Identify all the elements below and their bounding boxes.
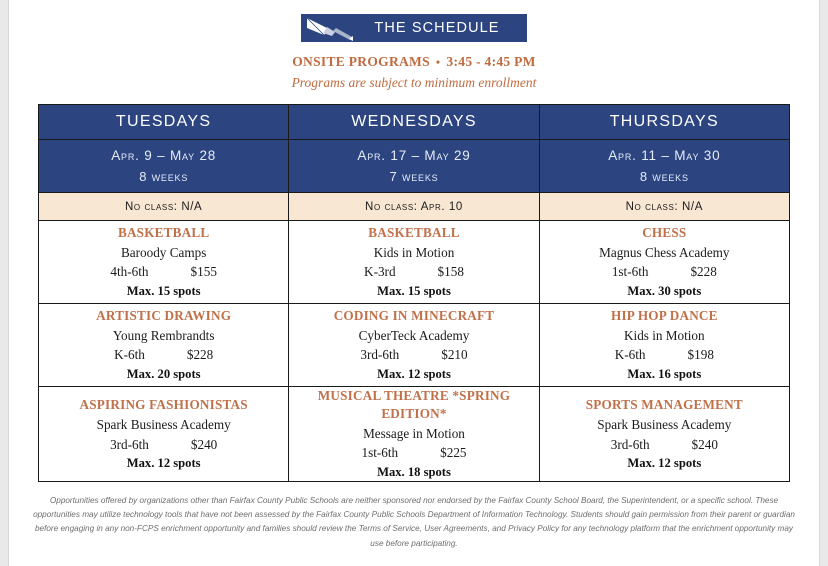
class-max-spots: Max. 15 spots — [377, 284, 451, 299]
class-provider: Message in Motion — [363, 425, 465, 441]
class-detail — [289, 263, 538, 281]
weeks-wednesdays: 7 weeks — [389, 169, 439, 184]
class-price: $228 — [186, 347, 214, 363]
class-price: $225 — [440, 445, 467, 461]
page-gutter-right — [819, 0, 828, 566]
class-provider: Spark Business Academy — [597, 416, 732, 432]
pencil-icon — [305, 15, 357, 41]
date-range-cell-tuesdays — [39, 140, 289, 193]
class-detail — [540, 436, 789, 454]
class-grades: 1st-6th — [611, 264, 649, 280]
class-detail — [39, 346, 288, 364]
table-row — [39, 304, 790, 387]
class-cell[interactable] — [39, 221, 289, 304]
class-max-spots: Max. 30 spots — [627, 284, 702, 299]
bullet-separator: • — [435, 55, 441, 69]
schedule-page — [9, 0, 819, 566]
enrollment-note: Programs are subject to minimum enrollment — [291, 75, 537, 90]
class-provider: Spark Business Academy — [96, 416, 231, 432]
banner-container — [9, 0, 819, 42]
class-price: $210 — [441, 347, 468, 363]
class-grades: 4th-6th — [110, 264, 149, 280]
class-cell[interactable] — [289, 221, 539, 304]
class-price: $240 — [190, 436, 218, 452]
no-class-wednesdays: No class: Apr. 10 — [289, 193, 539, 221]
class-max-spots: Max. 12 spots — [126, 456, 201, 471]
column-header-tuesdays: TUESDAYS — [39, 105, 289, 140]
class-max-spots: Max. 16 spots — [627, 367, 702, 382]
class-grades: K-3rd — [364, 264, 396, 280]
class-cell[interactable] — [39, 387, 289, 482]
table-row-date-ranges — [39, 140, 790, 193]
class-provider: Kids in Motion — [624, 327, 705, 343]
class-max-spots: Max. 20 spots — [126, 367, 201, 382]
column-header-wednesdays: WEDNESDAYS — [289, 105, 539, 140]
class-price: $240 — [691, 436, 718, 452]
weeks-thursdays: 8 weeks — [639, 169, 689, 184]
class-grades: K-6th — [114, 347, 145, 363]
class-title: CODING IN MINECRAFT — [333, 307, 495, 323]
weeks-tuesdays: 8 weeks — [139, 169, 189, 184]
class-price: $228 — [690, 264, 717, 280]
class-cell[interactable] — [539, 304, 789, 387]
date-range-thursdays: Apr. 11 – May 30 — [608, 148, 721, 163]
class-max-spots: Max. 12 spots — [627, 456, 702, 471]
class-title: MUSICAL THEATRE *SPRING EDITION* — [317, 388, 511, 421]
class-max-spots: Max. 15 spots — [126, 284, 201, 299]
class-price: $155 — [190, 264, 217, 280]
date-range-cell-wednesdays — [289, 140, 539, 193]
class-detail — [540, 263, 789, 281]
class-cell[interactable] — [289, 387, 539, 482]
schedule-table — [38, 104, 790, 482]
date-range-cell-thursdays — [539, 140, 789, 193]
class-provider: Kids in Motion — [373, 244, 455, 260]
class-max-spots: Max. 18 spots — [377, 465, 451, 480]
class-grades: 3rd-6th — [610, 436, 650, 452]
class-detail — [540, 346, 789, 364]
program-time: 3:45 - 4:45 PM — [446, 54, 536, 69]
class-grades: 3rd-6th — [360, 347, 400, 363]
class-title: SPORTS MANAGEMENT — [585, 396, 743, 412]
class-provider: Magnus Chess Academy — [599, 244, 730, 260]
no-class-thursdays: No class: N/A — [539, 193, 789, 221]
table-row — [39, 221, 790, 304]
class-price: $158 — [437, 264, 464, 280]
class-detail — [39, 263, 288, 281]
class-price: $198 — [687, 347, 714, 363]
page-gutter-left — [0, 0, 9, 566]
class-title: HIP HOP DANCE — [611, 307, 718, 323]
date-range-wednesdays: Apr. 17 – May 29 — [357, 148, 471, 163]
class-cell[interactable] — [39, 304, 289, 387]
class-title: BASKETBALL — [117, 224, 210, 240]
class-max-spots: Max. 12 spots — [377, 367, 451, 382]
class-cell[interactable] — [289, 304, 539, 387]
class-grades: 3rd-6th — [110, 436, 149, 452]
class-title: BASKETBALL — [368, 224, 460, 240]
date-range-tuesdays: Apr. 9 – May 28 — [111, 148, 217, 163]
schedule-table-wrapper — [38, 104, 790, 482]
class-grades: 1st-6th — [361, 445, 399, 461]
class-cell[interactable] — [539, 221, 789, 304]
no-class-tuesdays: No class: N/A — [39, 193, 289, 221]
table-row-no-class — [39, 193, 790, 221]
class-provider: Baroody Camps — [120, 244, 207, 260]
class-provider: Young Rembrandts — [112, 327, 215, 343]
onsite-programs-label: ONSITE PROGRAMS — [292, 54, 430, 69]
disclaimer-text: Opportunities offered by organizations other than Fairfax County Public Schools are neither sponsored nor endorsed by the Fairfax County School Board, the Superintendent, or a specific school. These opportunities may utilize technology tools that have not been assessed by the Fairfax County Public Schools Department of Information Technology. Students should gain permission from their parent or guardian before engaging in any non-FCPS enrichment opportunity and families should review the Terms of Service, User Agreements, and Privacy Policy for any technology platform that the enrichment opportunity may use before participating. — [33, 496, 795, 548]
class-title: CHESS — [642, 224, 687, 240]
class-title: ARTISTIC DRAWING — [96, 307, 232, 323]
class-title: ASPIRING FASHIONISTAS — [79, 396, 248, 412]
banner-title: THE SCHEDULE — [374, 20, 500, 36]
table-row-day-headers — [39, 105, 790, 140]
onsite-programs-line — [9, 54, 819, 70]
column-header-thursdays: THURSDAYS — [539, 105, 789, 140]
class-provider: CyberTeck Academy — [358, 327, 470, 343]
class-detail — [289, 346, 538, 364]
schedule-banner — [301, 14, 527, 42]
class-grades: K-6th — [614, 347, 646, 363]
class-cell[interactable] — [539, 387, 789, 482]
class-detail — [289, 444, 538, 462]
table-row — [39, 387, 790, 482]
class-detail — [39, 436, 288, 454]
